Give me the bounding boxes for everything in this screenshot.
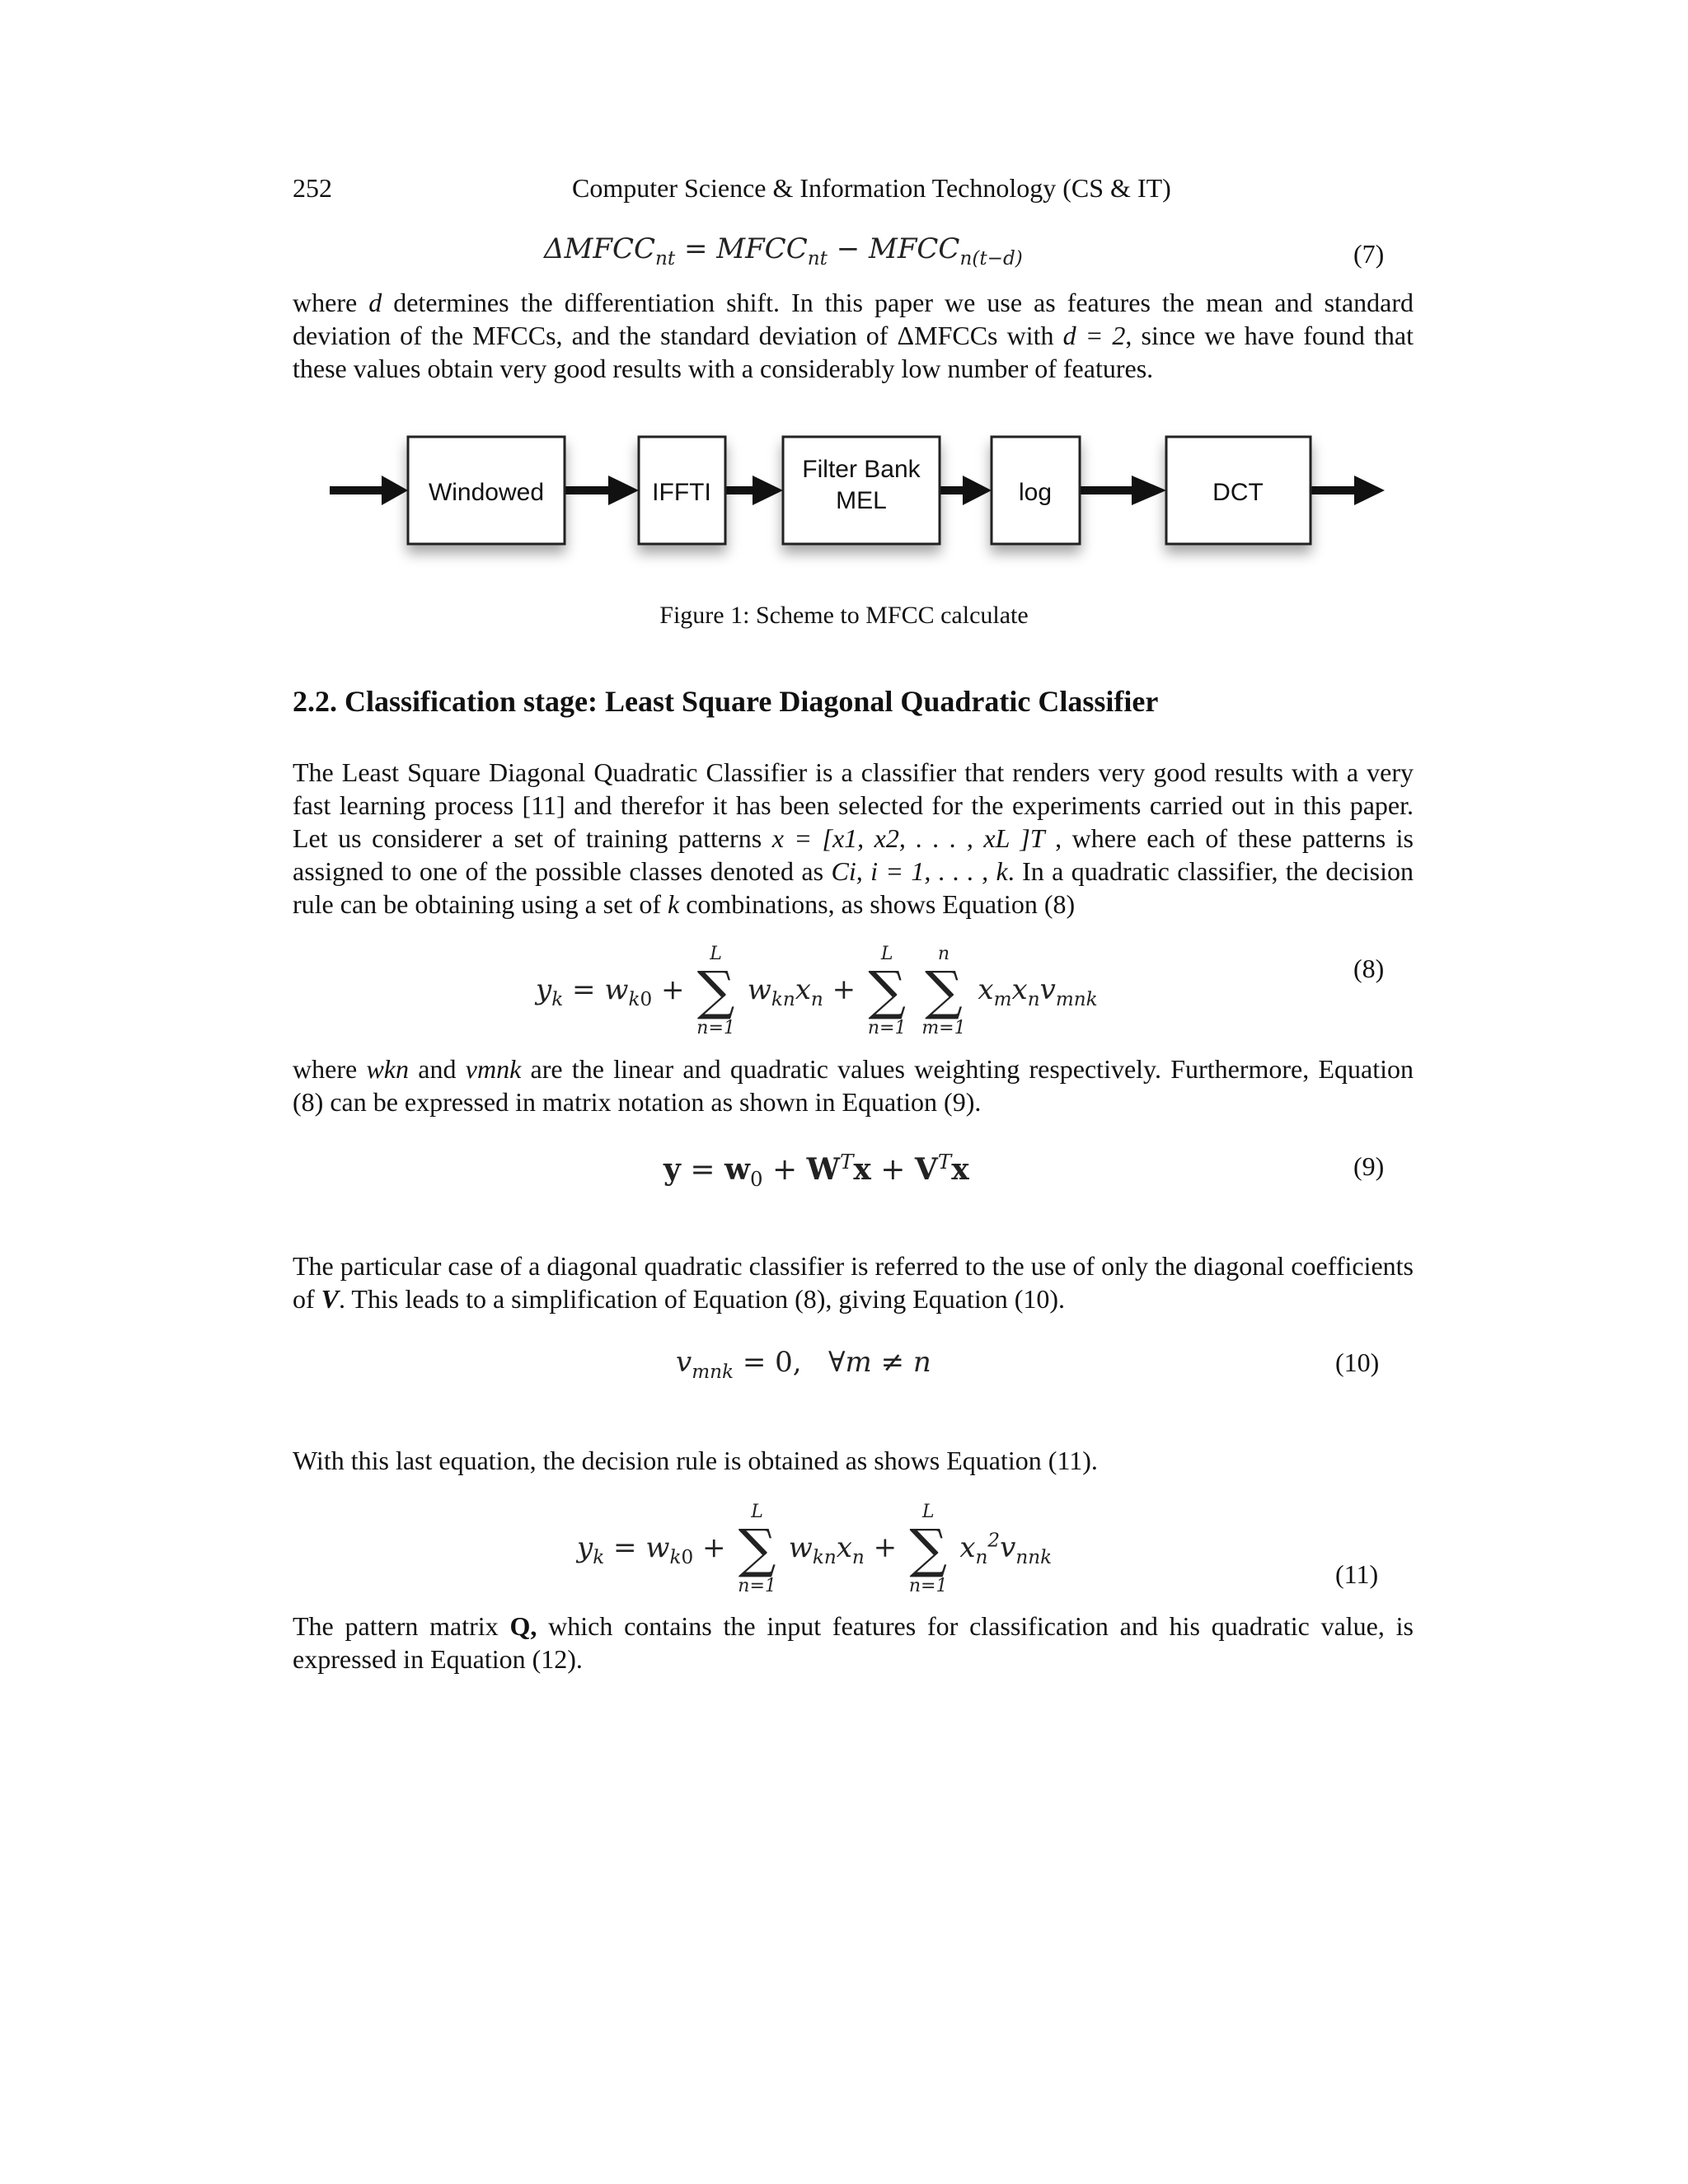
mfcc-scheme-diagram xyxy=(326,424,1397,573)
running-header: Computer Science & Information Technology (CS & IT) xyxy=(572,173,1171,203)
block-label-dct: DCT xyxy=(1212,479,1264,506)
block-label-filter-bank: Filter Bank xyxy=(802,456,921,483)
section-heading: 2.2. Classification stage: Least Square Diagonal Quadratic Classifier xyxy=(293,685,1159,718)
equation-7-number: (7) xyxy=(1353,239,1385,269)
equation-9: $y = w_0 + W^Tx + V^Tx$ xyxy=(663,1150,969,1192)
paragraph-classifier-intro: The Least Square Diagonal Quadratic Classifier is a classifier that renders very good results with a very fast learning process [11] and therefor it has been selected for the experiments carried out in this paper. Let us considerer a set of training patterns x = [x1, x2, . . . , xL ]T , where each of these patterns is assigned to one of the possible classes denoted as Ci, i = 1, . . . , k. In a quadratic classifier, the decision rule can be obtaining using a set of k combinations, as shows Equation (8) xyxy=(293,757,1414,919)
equation-11-number: (11) xyxy=(1335,1559,1379,1589)
block-label-mel: MEL xyxy=(836,487,887,514)
paragraph-weights: where wkn and vmnk are the linear and quadratic values weighting respectively. Furthermore, Equation (8) can be expressed in matrix notation as shown in Equation (9). xyxy=(293,1054,1414,1117)
equation-10: $v_{mnk} = 0$, ∀m ≠ n xyxy=(676,1346,931,1383)
figure-caption: Figure 1: Scheme to MFCC calculate xyxy=(659,602,1029,629)
paragraph-pattern-matrix: The pattern matrix Q, which contains the input features for classification and his quadratic value, is expressed in Equation (12). xyxy=(293,1611,1414,1674)
equation-8-number: (8) xyxy=(1353,954,1385,983)
block-label-iffti: IFFTI xyxy=(652,479,711,506)
paragraph-decision-rule: With this last equation, the decision rule is obtained as shows Equation (11). xyxy=(293,1446,1098,1475)
equation-9-number: (9) xyxy=(1353,1151,1385,1181)
block-label-log: log xyxy=(1018,479,1053,506)
paragraph-diagonal: The particular case of a diagonal quadratic classifier is referred to the use of only the diagonal coefficients of V. This leads to a simplification of Equation (8), giving Equation (10). xyxy=(293,1251,1414,1314)
equation-8: $y_k = w_{k0}$ + L ∑ n=1 $w_{kn}x_n$ + L ∑ n=1 n ∑ m=1 $x_mx_nv_{mnk}$ xyxy=(536,944,1098,1038)
equation-11: $y_k = w_{k0}$ + L ∑ n=1 $w_{kn}x_n$ + L ∑ n=1 $x_n^2v_{nnk}$ xyxy=(577,1502,1053,1596)
equation-7: $\Delta MFCC_{nt}$ = $MFCC_{nt}$ − $MFCC_{n(t-d)}$ xyxy=(544,232,1023,269)
page-number: 252 xyxy=(293,173,332,203)
paragraph-delta-mfcc: where d determines the differentiation shift. In this paper we use as features the mean and standard deviation of the MFCCs, and the standard deviation of ΔMFCCs with d = 2, since we have found that these values obtain very good results with a considerably low number of features. xyxy=(293,288,1414,383)
equation-10-number: (10) xyxy=(1335,1347,1380,1377)
block-label-windowed: Windowed xyxy=(428,479,545,506)
